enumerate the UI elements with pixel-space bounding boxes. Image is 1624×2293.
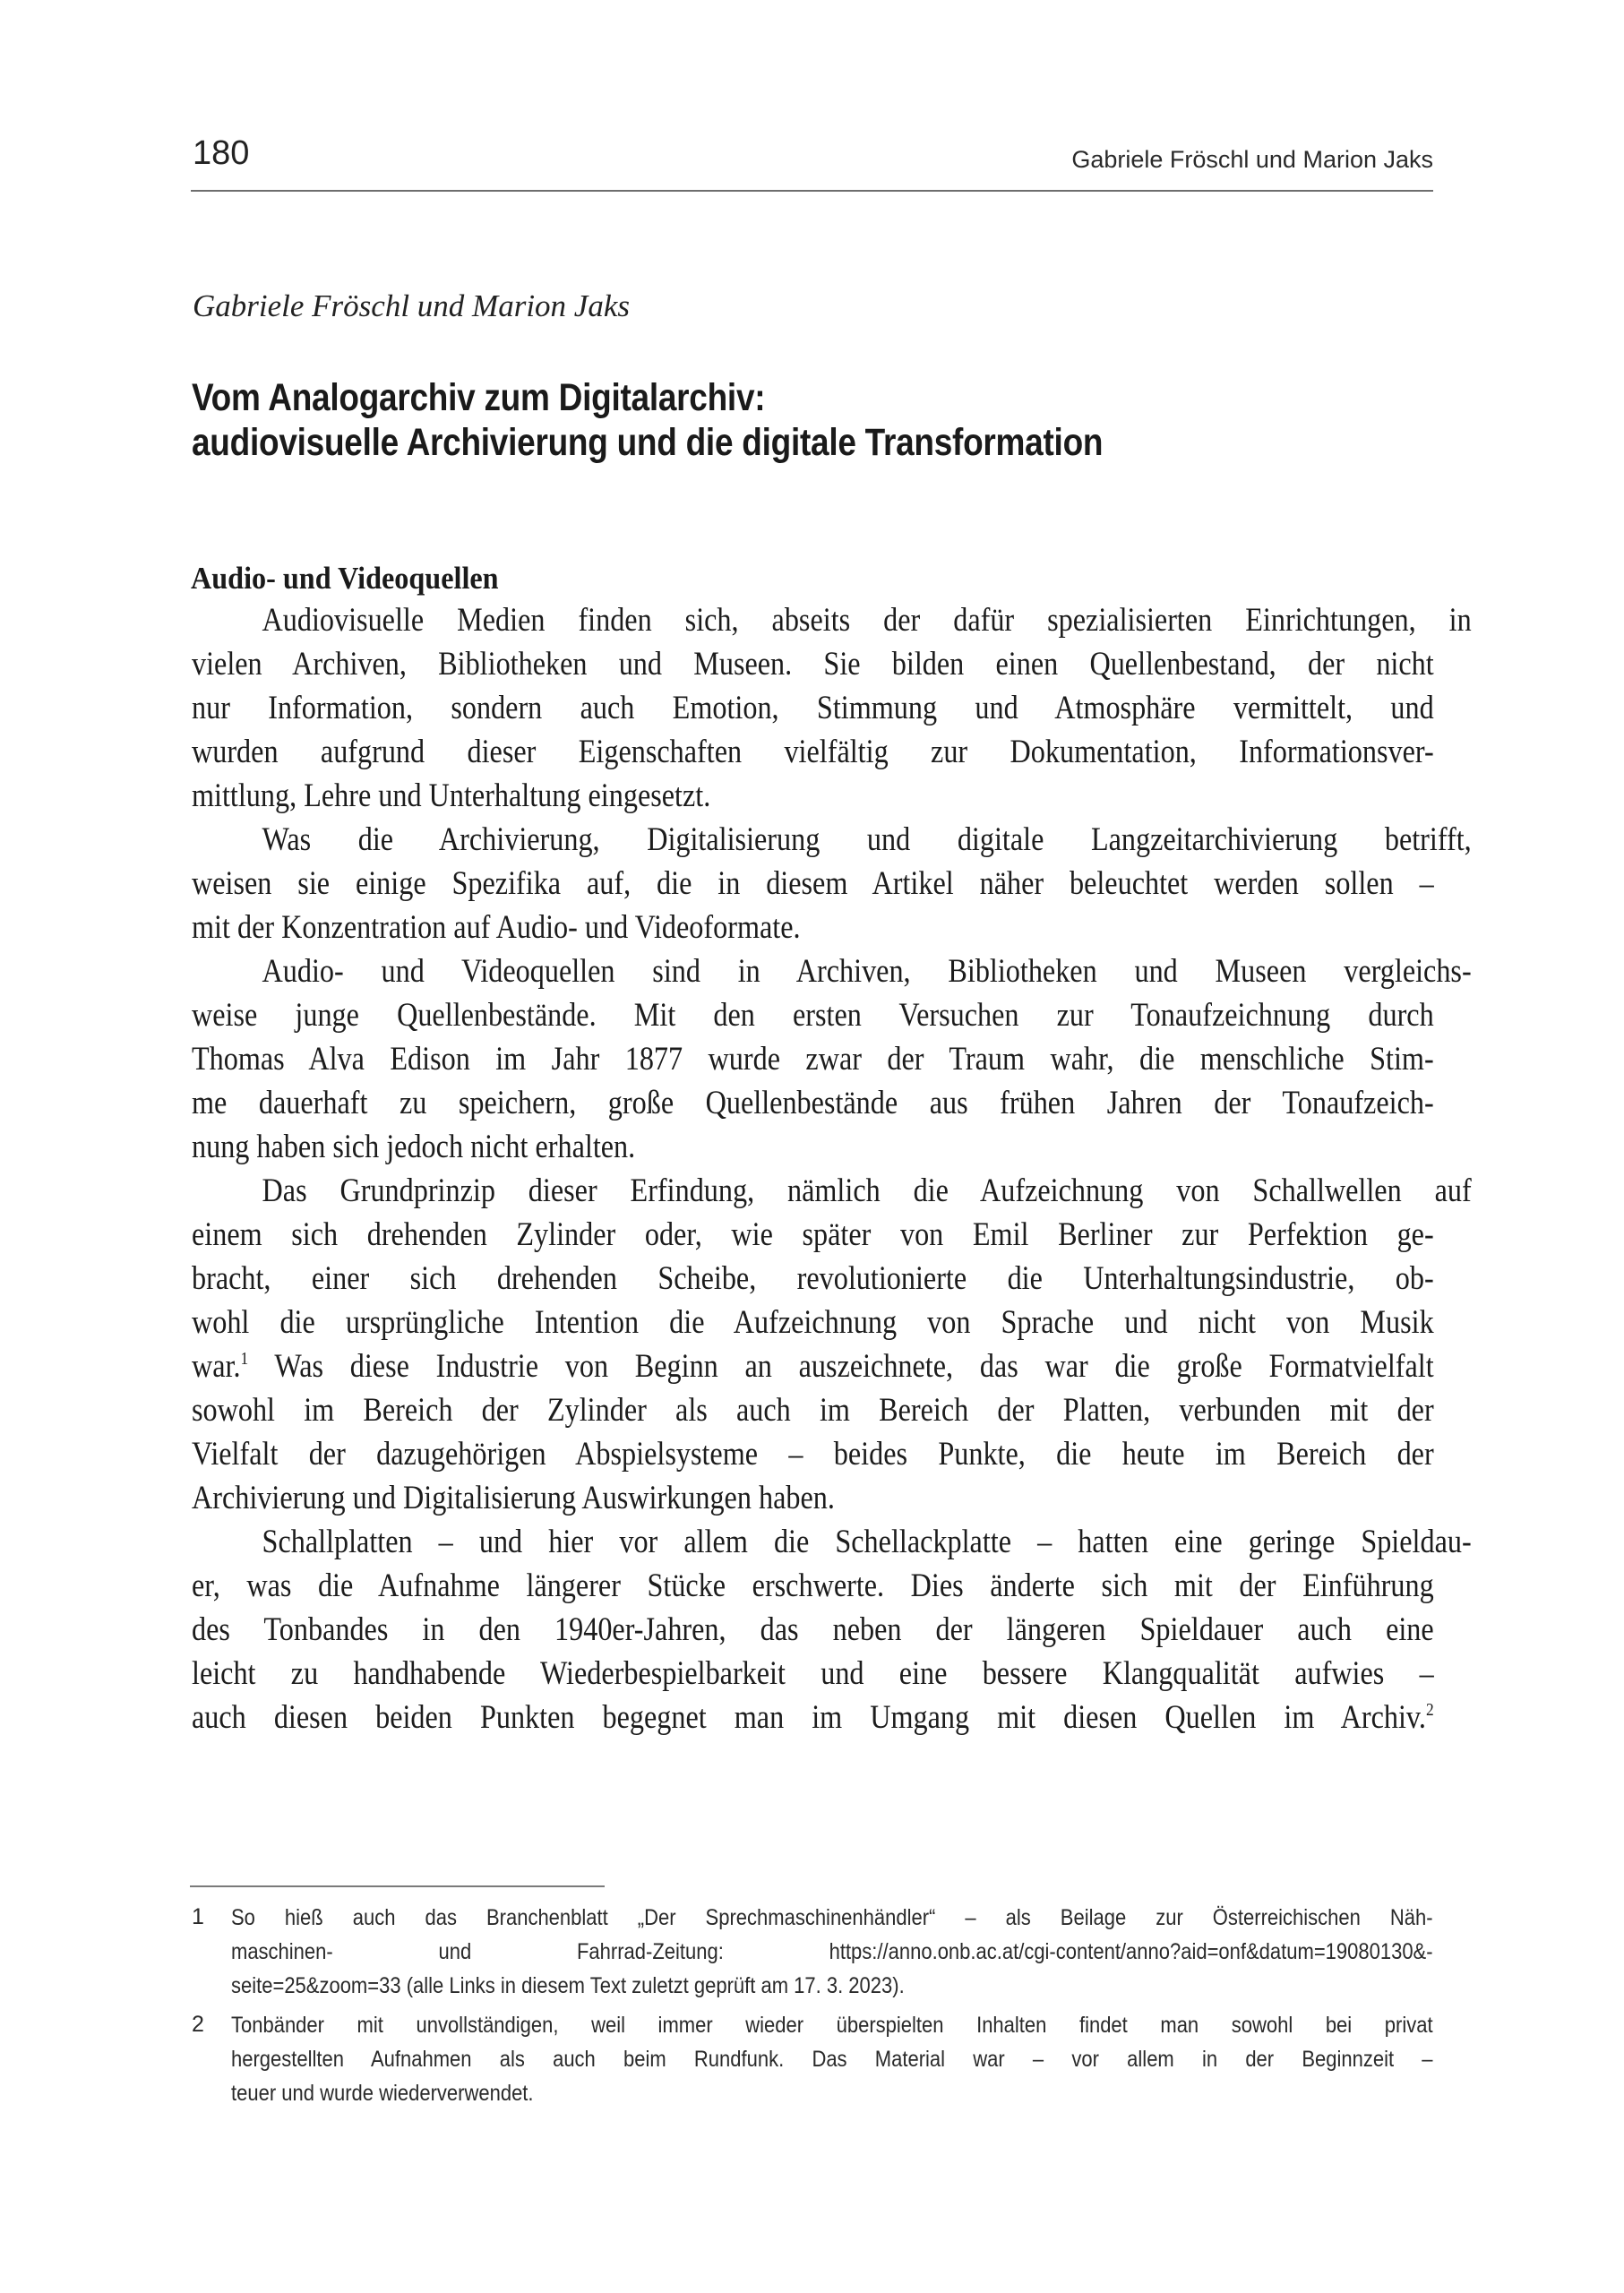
body-line	[192, 1388, 1433, 1432]
body-line	[192, 1520, 1472, 1564]
body-line-text: Vielfalt der dazugehörigen Abspielsysteme – beides Punkte, die heute im Bereich der	[192, 1436, 1434, 1473]
body-line-text: bracht, einer sich drehenden Scheibe, revolutionierte die Unterhaltungsindustrie, ob-	[192, 1260, 1434, 1297]
body-line-text: des Tonbandes in den 1940er-Jahren, das neben der längeren Spieldauer auch eine	[192, 1611, 1434, 1648]
body-line-text: nung haben sich jedoch nicht erhalten.	[192, 1129, 636, 1165]
body-line-text: Audio- und Videoquellen sind in Archiven, Bibliotheken und Museen vergleichs-	[262, 953, 1472, 990]
body-line-start: war.	[192, 1348, 241, 1385]
body-line	[192, 1257, 1433, 1301]
body-line	[192, 818, 1472, 862]
body-line-text	[192, 1344, 1434, 1388]
body-line-text: sowohl im Bereich der Zylinder als auch im Bereich der Platten, verbunden mit der	[192, 1392, 1434, 1429]
body-line	[192, 1081, 1433, 1125]
footnote-line	[231, 2076, 1433, 2110]
body-line	[192, 862, 1433, 906]
body-line	[192, 642, 1433, 686]
body-line-text: Das Grundprinzip dieser Erfindung, nämlich die Aufzeichnung von Schallwellen auf	[262, 1172, 1472, 1209]
footnote-line-text: teuer und wurde wiederverwendet.	[231, 2081, 534, 2106]
footnote-line	[231, 1901, 1433, 1935]
article-title-line: Vom Analogarchiv zum Digitalarchiv:	[192, 376, 766, 419]
body-line-text: leicht zu handhabende Wiederbespielbarkeit und eine bessere Klangqualität aufwies –	[192, 1655, 1434, 1692]
body-line-text: mittlung, Lehre und Unterhaltung eingesetzt.	[192, 777, 711, 814]
body-line	[192, 1564, 1433, 1608]
body-line-text: Schallplatten – und hier vor allem die Schellackplatte – hatten eine geringe Spieldau-	[262, 1524, 1472, 1560]
body-line	[192, 906, 1433, 949]
body-line	[192, 1696, 1433, 1739]
footnote-line-text: hergestellten Aufnahmen als auch beim Rundfunk. Das Material war – vor allem in der Beginnzeit –	[231, 2047, 1433, 2072]
body-line	[192, 1301, 1433, 1344]
body-line	[192, 686, 1433, 730]
body-line-text: einem sich drehenden Zylinder oder, wie später von Emil Berliner zur Perfektion ge-	[192, 1216, 1434, 1253]
body-line-text: er, was die Aufnahme längerer Stücke erschwerte. Dies änderte sich mit der Einführung	[192, 1567, 1434, 1604]
body-line-text: weisen sie einige Spezifika auf, die in diesem Artikel näher beleuchtet werden sollen –	[192, 865, 1434, 902]
body-line-text: Thomas Alva Edison im Jahr 1877 wurde zwar der Traum wahr, die menschliche Stim-	[192, 1041, 1434, 1078]
footnote-line	[231, 2008, 1433, 2042]
body-line-text: Audiovisuelle Medien finden sich, abseits der dafür spezialisierten Einrichtungen, in	[262, 602, 1472, 639]
body-line	[192, 1169, 1472, 1213]
footnote-ref-2[interactable]: 2	[1425, 1700, 1434, 1720]
footnote-line-text: So hieß auch das Branchenblatt „Der Sprechmaschinenhändler“ – als Beilage zur Österreichischen Näh-	[231, 1905, 1433, 1930]
footnote-ref-1[interactable]: 1	[240, 1349, 249, 1369]
body-line-text: Archivierung und Digitalisierung Auswirkungen haben.	[192, 1480, 835, 1516]
body-line	[192, 774, 1433, 818]
footnote-line-text: Tonbänder mit unvollständigen, weil immer wieder überspielten Inhalten findet man sowohl bei privat	[231, 2013, 1433, 2038]
footnote-line[interactable]	[231, 1935, 1433, 1969]
body-line	[192, 1037, 1433, 1081]
body-line-start: auch diesen beiden Punkten begegnet man im Umgang mit diesen Quellen im Archiv.	[192, 1699, 1426, 1736]
section-heading: Audio- und Videoquellen	[191, 561, 499, 596]
article-authors: Gabriele Fröschl und Marion Jaks	[193, 288, 630, 323]
body-line-text: mit der Konzentration auf Audio- und Videoformate.	[192, 909, 801, 946]
body-line-rest: Was diese Industrie von Beginn an auszeichnete, das war die große Formatvielfalt	[248, 1348, 1434, 1385]
body-line-text: weise junge Quellenbestände. Mit den ersten Versuchen zur Tonaufzeichnung durch	[192, 997, 1434, 1034]
body-line-text	[192, 1696, 1434, 1739]
footnote-line	[231, 1969, 1433, 2003]
body-line	[192, 1476, 1433, 1520]
body-line	[192, 1432, 1433, 1476]
body-line	[192, 1608, 1433, 1652]
body-line-text: vielen Archiven, Bibliotheken und Museen. Sie bilden einen Quellenbestand, der nicht	[192, 646, 1434, 683]
body-line-text: wohl die ursprüngliche Intention die Aufzeichnung von Sprache und nicht von Musik	[192, 1304, 1434, 1341]
body-line	[192, 1344, 1433, 1388]
body-line	[192, 949, 1472, 993]
page-number: 180	[193, 134, 250, 172]
body-line	[192, 1125, 1433, 1169]
footnote-line-text: seite=25&zoom=33 (alle Links in diesem Text zuletzt geprüft am 17. 3. 2023).	[231, 1973, 905, 1998]
body-line	[192, 1213, 1433, 1257]
body-line-text: Was die Archivierung, Digitalisierung und digitale Langzeitarchivierung betrifft,	[262, 821, 1472, 858]
footnote-line	[231, 2042, 1433, 2076]
body-line	[192, 730, 1433, 774]
footnote-separator	[190, 1885, 605, 1887]
footnote-number: 2	[192, 2012, 204, 2037]
article-title-line: audiovisuelle Archivierung und die digitale Transformation	[192, 421, 1104, 464]
body-line	[192, 598, 1472, 642]
footnote-link-text[interactable]: maschinen- und Fahrrad-Zeitung: https://anno.onb.ac.at/cgi-content/anno?aid=onf&datum=19080130&-	[231, 1939, 1433, 1964]
body-line	[192, 993, 1433, 1037]
header-rule	[191, 190, 1433, 192]
body-line-text: nur Information, sondern auch Emotion, Stimmung und Atmosphäre vermittelt, und	[192, 690, 1434, 726]
body-line	[192, 1652, 1433, 1696]
running-header-author: Gabriele Fröschl und Marion Jaks	[1071, 146, 1433, 173]
footnote-number: 1	[192, 1904, 204, 1929]
body-line-text: wurden aufgrund dieser Eigenschaften vielfältig zur Dokumentation, Informationsver-	[192, 734, 1434, 770]
body-line-text: me dauerhaft zu speichern, große Quellenbestände aus frühen Jahren der Tonaufzeich-	[192, 1085, 1434, 1121]
